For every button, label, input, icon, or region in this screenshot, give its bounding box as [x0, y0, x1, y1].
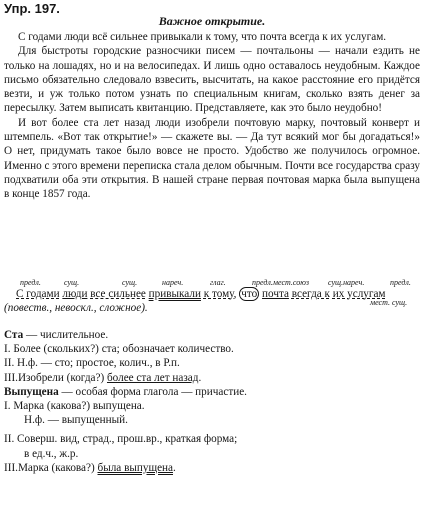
parse-label: предл.: [20, 278, 41, 287]
parse-word: всегда к: [291, 288, 330, 300]
analysis-line: I. Более (скольких?) ста; обозначает количество.: [4, 343, 234, 356]
analysis-heading: Выпущена — особая форма глагола — причастие.: [4, 385, 247, 398]
paragraph: С годами люди всё сильнее привыкали к тому, что почта всегда к их услугам.: [18, 31, 387, 43]
analysis-line: II. Соверш. вид, страд., прош.вр., краткая форма;: [4, 433, 238, 446]
parse-label: предл.: [390, 278, 411, 287]
analysis-line: II. Н.ф. — сто; простое, колич., в Р.п.: [4, 357, 180, 370]
parse-label: нареч.: [162, 278, 184, 287]
sentence-characteristic: (повеств., невоскл., сложное).: [4, 302, 148, 314]
parsed-sentence: [4, 287, 420, 315]
parse-label: глаг.: [210, 278, 226, 287]
analysis-line: Н.ф. — выпущенный.: [24, 414, 128, 427]
parse-label: предл.мест.союз: [252, 278, 309, 287]
parse-word-conjunction: что: [241, 288, 258, 300]
parse-word: люди: [62, 288, 88, 300]
analysis-line: I. Марка (какова?) выпущена.: [4, 400, 145, 413]
word-analysis: [4, 328, 420, 475]
parse-word: С годами: [16, 288, 60, 300]
paragraph: И вот более ста лет назад люди изобрели почтовую марку, почтовый конверт и штемпель. «Вот так открытие!» — скажете вы. — Да тут всякий мог бы догадаться!» О нет, придумать такое было вовсе не просто. Удобство же получилось огромное. Именно с этого времени переписка стала делом обычным. Почти все государства сразу подхватили оба эти открытия. В нашей стране первая почтовая марка была выпущена в конце 1857 года.: [4, 116, 420, 201]
analysis-line: в ед.ч., ж.р.: [24, 447, 79, 460]
page-title: Важное открытие.: [158, 14, 266, 28]
parse-word: почта: [262, 288, 289, 300]
parse-label: мест. сущ.: [370, 298, 408, 307]
parse-label: сущ.: [64, 278, 80, 287]
parse-label: сущ.нареч.: [328, 278, 365, 287]
parse-label: сущ.: [122, 278, 138, 287]
analysis-heading: Ста — числительное.: [4, 329, 109, 341]
parse-word: их услугам: [332, 288, 386, 300]
exercise-text: [4, 30, 420, 202]
parse-word: к тому,: [203, 288, 237, 300]
parse-word: все сильнее: [90, 288, 146, 300]
analysis-line: III.Марка (какова?) была выпущена.: [4, 461, 176, 474]
analysis-line: III.Изобрели (когда?) более ста лет назад.: [4, 371, 202, 384]
parse-word: привыкали: [148, 288, 201, 300]
paragraph: Для быстроты городские разносчики писем — почтальоны — начали ездить не только на лошадях, но и на велосипедах. И лишь одно оставалось неудобным. Каждое письмо обязательно следовало взвесить, высчитать, на какое расстояние его придётся везти, и уж только потом узнать по специальным книгам, сколько взять денег за пересылку. Затем выписать квитанцию. Представляете, как это было неудобно!: [4, 45, 420, 115]
exercise-number: Упр. 197.: [4, 1, 60, 16]
